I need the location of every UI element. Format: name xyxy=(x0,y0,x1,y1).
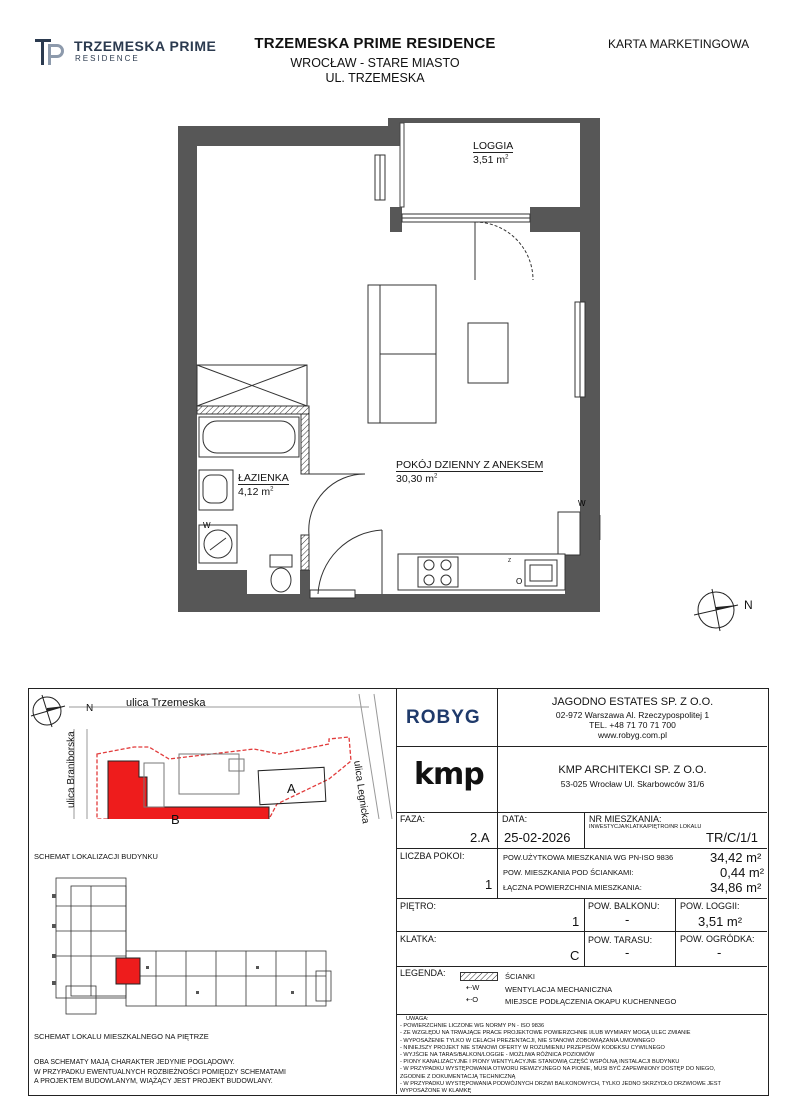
floor-plan xyxy=(170,110,610,615)
street-top: ulica Trzemeska xyxy=(126,697,206,709)
site-compass-n: N xyxy=(86,703,94,714)
floor-schematic xyxy=(46,876,336,1018)
loggia-value: 3,51 m² xyxy=(698,914,743,929)
nr-sub: INWESTYCJA/KLATKA/PIĘTRO/NR LOKALU xyxy=(589,824,702,830)
klatka-value: C xyxy=(570,948,580,963)
room-living: POKÓJ DZIENNY Z ANEKSEM 30,30 $m^2$ xyxy=(396,459,544,485)
caption-floor: SCHEMAT LOKALU MIESZKALNEGO NA PIĘTRZE xyxy=(34,1032,209,1041)
legend-symbol-w-icon: ⇠W xyxy=(466,983,480,992)
brand-name: TRZEMESKA PRIME xyxy=(74,38,217,54)
brand-sub: RESIDENCE xyxy=(75,54,140,63)
compass-icon xyxy=(694,585,764,635)
building-b: B xyxy=(171,812,180,827)
area-label-3: ŁĄCZNA POWIERZCHNIA MIESZKANIA: xyxy=(503,883,642,892)
building-a: A xyxy=(287,781,296,796)
area-value-3: 34,86 m² xyxy=(710,880,762,895)
developer-address: 02-972 Warszawa Al. Rzeczypospolitej 1 xyxy=(555,710,710,720)
area-label-2: POW. MIESZKANIA POD ŚCIANKAMI: xyxy=(503,868,634,877)
street-line: UL. TRZEMESKA xyxy=(325,71,425,85)
legend-symbol-o-icon: ⇠O xyxy=(466,995,479,1004)
taras-label: POW. TARASU: xyxy=(588,935,653,945)
balkon-value: - xyxy=(625,912,630,927)
ogrodek-label: POW. OGRÓDKA: xyxy=(680,934,755,944)
nr-value: TR/C/1/1 xyxy=(706,830,759,845)
kmp-logo: kmp xyxy=(414,757,484,792)
hatch-legend-icon xyxy=(460,972,498,981)
vent-marker-right: W xyxy=(578,499,586,508)
pietro-value: 1 xyxy=(572,914,580,929)
data-value: 25-02-2026 xyxy=(504,830,571,845)
area-label-1: POW.UŻYTKOWA MIESZKANIA WG PN-ISO 9836 xyxy=(503,853,674,862)
pokoje-label: LICZBA POKOI: xyxy=(400,851,465,861)
room-bathroom: ŁAZIENKA 4,12 $m^2$ xyxy=(238,472,289,498)
vent-marker: W xyxy=(203,521,211,530)
disclaimer: OBA SCHEMATY MAJĄ CHARAKTER JEDYNIE POGLĄDOWY. W PRZYPADKU EWENTUALNYCH ROZBIEŻNOŚCI POMIĘDZY SCHEMATAMI A PROJEKTEM BUDOWLANYM, WIĄŻĄCY JEST PROJEKT BUDOWLANY. xyxy=(34,1059,286,1085)
room-loggia: LOGGIA 3,51 $m^2$ xyxy=(473,140,514,166)
area-value-2: 0,44 m² xyxy=(720,865,765,880)
pokoje-value: 1 xyxy=(485,877,493,892)
page-title: TRZEMESKA PRIME RESIDENCE xyxy=(254,35,496,52)
developer-web: www.robyg.com.pl xyxy=(598,730,667,740)
brand-logo xyxy=(34,36,68,68)
doc-type: KARTA MARKETINGOWA xyxy=(608,37,750,51)
klatka-label: KLATKA: xyxy=(400,934,437,944)
architect-name: KMP ARCHITEKCI SP. Z O.O. xyxy=(558,764,707,776)
z-marker: Z xyxy=(508,558,512,564)
hood-marker: O xyxy=(516,577,523,586)
developer-name: JAGODNO ESTATES SP. Z O.O. xyxy=(551,696,714,708)
robyg-logo: ROBYG xyxy=(406,707,481,728)
legend-text-2: WENTYLACJA MECHANICZNA xyxy=(505,985,613,994)
pietro-label: PIĘTRO: xyxy=(400,901,437,911)
faza-label: FAZA: xyxy=(400,814,426,824)
city-line: WROCŁAW - STARE MIASTO xyxy=(290,56,460,70)
developer-phone: TEL. +48 71 70 71 700 xyxy=(589,720,676,730)
ogrodek-value: - xyxy=(717,945,722,960)
taras-value: - xyxy=(625,945,630,960)
faza-value: 2.A xyxy=(470,830,490,845)
data-label: DATA: xyxy=(502,814,528,824)
street-left: ulica Braniborska xyxy=(66,731,77,808)
notes: UWAGA: - POWIERZCHNIE LICZONE WG NORMY PN - ISO 9836 - ZE WZGLĘDU NA TRWAJĄCE PRACE PROJEKTOWE POWIERZCHNIE I/LUB WYMIARY MOGĄ ULEC ZMIANIE - WYPOSAŻENIE TYLKO W CELACH PREZENTACJI, NIE STANOWI ZOBOWIĄZANIA UMOWNEGO - NINIEJSZY PROJEKT NIE STANOWI OFERTY W ROZUMIENIU PRZEPISÓW KODEKSU CYWILNEGO - WYJŚCIE NA TARAS/BALKON/LOGGIE - MOŻLIWA RÓŻNICA POZIOMÓW - PIONY KANALIZACYJNE I PIONY WENTYLACYJNE STANOWIĄ CZĘŚĆ WSPÓLNĄ INSTALACJI BUDYNKU - W PRZYPADKU WYSTĘPOWANIA OTWORU REWIZYJNEGO NA PIONIE, MUSI BYĆ ZAPEWNIONY DOSTĘP DO NIEGO, ZGODNIE Z DOKUMENTACJĄ TECHNICZNĄ - W PRZYPADKU WYSTĘPOWANIA PODWÓJNYCH DRZWI BALKONOWYCH, TYLKO JEDNO SKRZYDŁO DRZWIOWE JEST WYPOSAŻONE W KLAMKĘ xyxy=(400,1016,721,1095)
architect-address: 53-025 Wrocław Ul. Skarbowców 31/6 xyxy=(560,779,705,789)
nr-label: NR MIESZKANIA: xyxy=(589,814,662,824)
loggia-label: POW. LOGGII: xyxy=(680,901,740,911)
compass-n: N xyxy=(744,598,753,612)
area-value-1: 34,42 m² xyxy=(710,850,762,865)
site-plan xyxy=(29,689,395,819)
legend-text-3: MIEJSCE PODŁĄCZENIA OKAPU KUCHENNEGO xyxy=(505,997,677,1006)
legend-label: LEGENDA: xyxy=(400,968,446,978)
caption-location: SCHEMAT LOKALIZACJI BUDYNKU xyxy=(34,852,158,861)
legend-text-1: ŚCIANKI xyxy=(505,972,536,981)
balkon-label: POW. BALKONU: xyxy=(588,901,660,911)
street-right: ulica Legnicka xyxy=(351,760,371,825)
